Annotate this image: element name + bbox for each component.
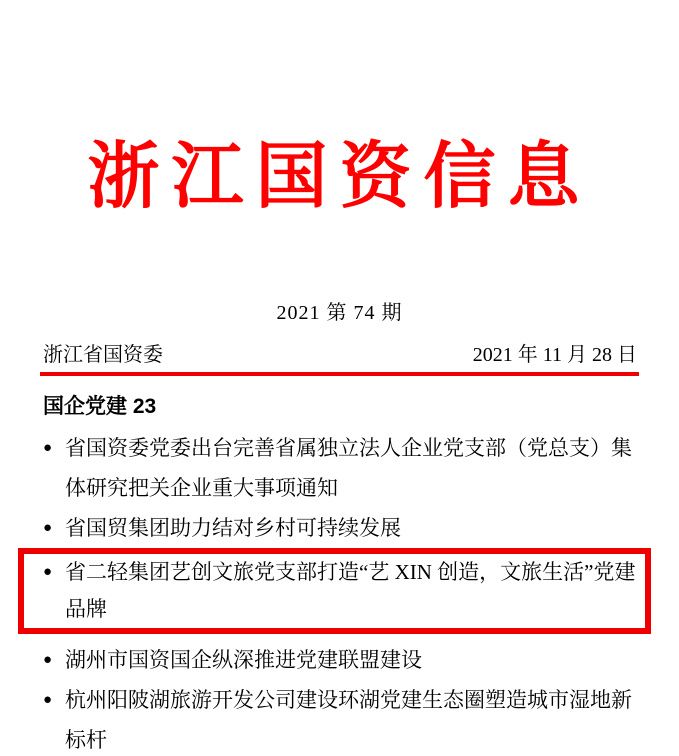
toc-item-text: 杭州阳陂湖旅游开发公司建设环湖党建生态圈塑造城市湿地新标杆	[65, 688, 632, 753]
toc-item-text: 省国贸集团助力结对乡村可持续发展	[65, 516, 401, 541]
section-heading: 国企党建 23	[43, 395, 157, 419]
publisher-name: 浙江省国资委	[43, 344, 163, 367]
toc-list	[43, 428, 637, 756]
issue-number: 2021 第 74 期	[276, 302, 403, 325]
bullet-icon: ●	[43, 440, 53, 457]
toc-item	[43, 680, 637, 756]
red-rule-divider	[40, 372, 639, 376]
bullet-icon: ●	[43, 520, 53, 537]
toc-item	[43, 428, 637, 508]
toc-item	[43, 640, 637, 680]
masthead-row	[43, 342, 637, 368]
bullet-icon: ●	[43, 564, 53, 581]
toc-item-text: 省二轻集团艺创文旅党支部打造“艺 XIN 创造，文旅生活”党建品牌	[65, 560, 636, 622]
toc-item-highlighted	[18, 548, 651, 634]
bullet-icon: ●	[43, 692, 53, 709]
newsletter-title: 浙江国资信息	[87, 137, 592, 217]
publish-date: 2021 年 11 月 28 日	[472, 344, 637, 367]
bullet-icon: ●	[43, 652, 53, 669]
toc-item-text: 省国资委党委出台完善省属独立法人企业党支部（党总支）集体研究把关企业重大事项通知	[65, 436, 632, 501]
toc-item-text: 湖州市国资国企纵深推进党建联盟建设	[65, 648, 422, 673]
toc-item	[43, 508, 637, 548]
